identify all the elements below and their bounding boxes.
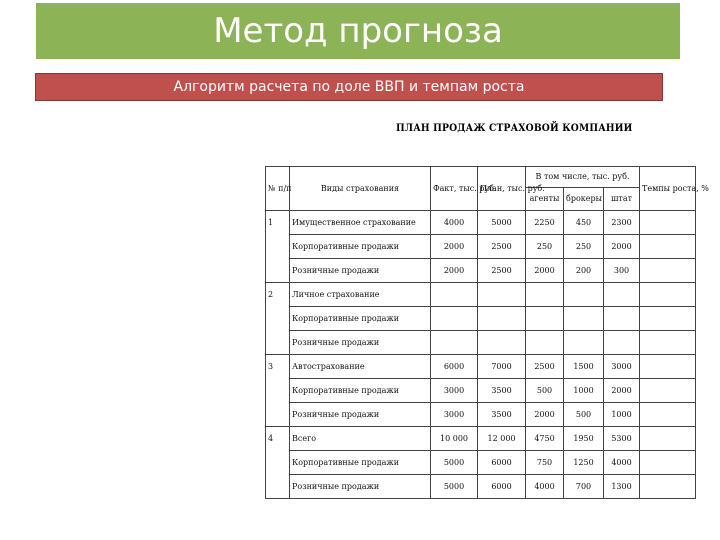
cell-fact [431,283,478,307]
table-title: ПЛАН ПРОДАЖ СТРАХОВОЙ КОМПАНИИ [396,123,633,134]
cell-plan: 3500 [478,379,526,403]
sales-plan-table [265,166,709,499]
table-row [266,379,696,403]
table-row [266,475,696,499]
cell-brokers: 1000 [564,379,604,403]
slide-subtitle: Алгоритм расчета по доле ВВП и темпам роста [35,73,663,101]
table-row [266,259,696,283]
cell-name: Розничные продажи [290,259,431,283]
cell-staff: 1000 [604,403,640,427]
cell-brokers [564,283,604,307]
header-num: № п/п [266,167,290,211]
table-body [266,211,696,499]
cell-fact: 10 000 [431,427,478,451]
header-including: В том числе, тыс. руб. [526,167,640,188]
cell-fact: 5000 [431,475,478,499]
cell-growth [640,259,696,283]
cell-growth [640,307,696,331]
cell-agents [526,307,564,331]
header-type: Виды страхования [290,167,431,211]
cell-plan: 7000 [478,355,526,379]
cell-growth [640,283,696,307]
cell-staff: 2000 [604,235,640,259]
cell-brokers [564,331,604,355]
cell-brokers: 500 [564,403,604,427]
cell-agents: 2000 [526,403,564,427]
cell-growth [640,427,696,451]
cell-staff: 2000 [604,379,640,403]
cell-brokers [564,307,604,331]
table-row [266,331,696,355]
cell-agents: 250 [526,235,564,259]
cell-plan: 3500 [478,403,526,427]
cell-plan [478,331,526,355]
table-row [266,283,696,307]
cell-name: Корпоративные продажи [290,235,431,259]
cell-brokers: 1950 [564,427,604,451]
cell-fact: 2000 [431,235,478,259]
cell-plan: 6000 [478,475,526,499]
cell-growth [640,475,696,499]
header-brokers: брокеры [564,188,604,211]
cell-name: Автострахование [290,355,431,379]
cell-staff: 300 [604,259,640,283]
cell-agents: 500 [526,379,564,403]
cell-fact: 5000 [431,451,478,475]
cell-plan: 2500 [478,235,526,259]
cell-agents: 2250 [526,211,564,235]
row-number: 3 [266,355,290,427]
cell-agents [526,283,564,307]
cell-agents: 4750 [526,427,564,451]
cell-growth [640,379,696,403]
table-row [266,307,696,331]
header-plan: План, тыс. руб. [478,167,526,211]
cell-staff: 2300 [604,211,640,235]
table-row [266,427,696,451]
cell-agents: 750 [526,451,564,475]
cell-agents: 2000 [526,259,564,283]
cell-name: Всего [290,427,431,451]
cell-staff: 5300 [604,427,640,451]
cell-fact [431,307,478,331]
cell-brokers: 250 [564,235,604,259]
cell-name: Корпоративные продажи [290,451,431,475]
table-row [266,211,696,235]
cell-plan: 5000 [478,211,526,235]
cell-name: Розничные продажи [290,331,431,355]
cell-staff: 1300 [604,475,640,499]
row-number: 4 [266,427,290,499]
cell-brokers: 1500 [564,355,604,379]
cell-growth [640,451,696,475]
table-row [266,451,696,475]
cell-fact: 6000 [431,355,478,379]
header-growth: Темпы роста, % [640,167,696,211]
slide-title: Метод прогноза [36,3,680,59]
cell-brokers: 200 [564,259,604,283]
cell-staff: 4000 [604,451,640,475]
cell-growth [640,211,696,235]
cell-name: Розничные продажи [290,475,431,499]
cell-fact: 3000 [431,379,478,403]
header-fact: Факт, тыс. руб. [431,167,478,211]
cell-plan: 6000 [478,451,526,475]
cell-growth [640,235,696,259]
cell-fact: 2000 [431,259,478,283]
cell-fact: 4000 [431,211,478,235]
cell-growth [640,331,696,355]
cell-staff: 3000 [604,355,640,379]
cell-plan: 12 000 [478,427,526,451]
table-row [266,403,696,427]
cell-plan: 2500 [478,259,526,283]
cell-plan [478,283,526,307]
cell-agents: 2500 [526,355,564,379]
cell-name: Розничные продажи [290,403,431,427]
cell-brokers: 700 [564,475,604,499]
cell-brokers: 450 [564,211,604,235]
cell-growth [640,403,696,427]
cell-agents: 4000 [526,475,564,499]
cell-growth [640,355,696,379]
cell-agents [526,331,564,355]
row-number: 1 [266,211,290,283]
cell-fact: 3000 [431,403,478,427]
cell-name: Корпоративные продажи [290,307,431,331]
cell-name: Личное страхование [290,283,431,307]
cell-name: Корпоративные продажи [290,379,431,403]
cell-name: Имущественное страхование [290,211,431,235]
cell-staff [604,283,640,307]
row-number: 2 [266,283,290,355]
header-agents: агенты [526,188,564,211]
cell-staff [604,307,640,331]
header-staff: штат [604,188,640,211]
cell-staff [604,331,640,355]
table-row [266,235,696,259]
cell-brokers: 1250 [564,451,604,475]
cell-fact [431,331,478,355]
cell-plan [478,307,526,331]
table-row [266,355,696,379]
